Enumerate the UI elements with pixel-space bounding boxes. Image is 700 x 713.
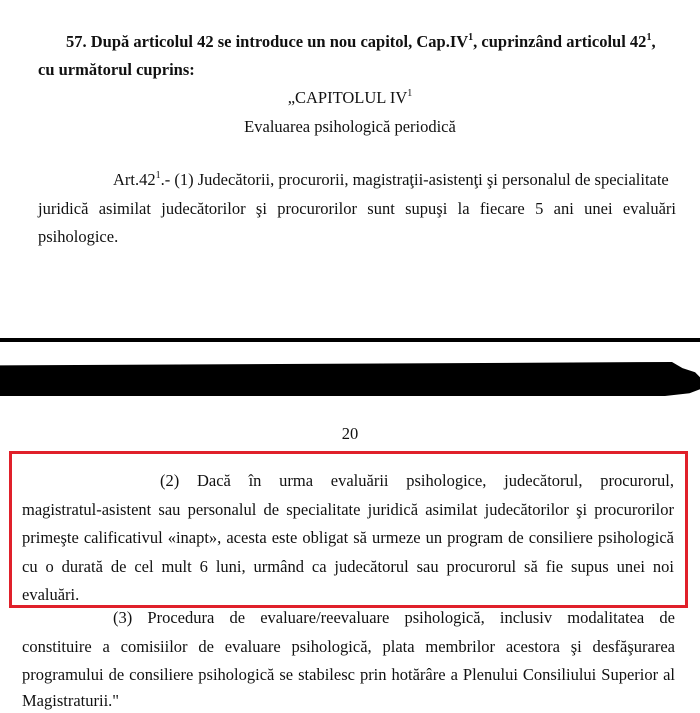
superscript-2: 1 xyxy=(646,32,652,43)
chapter-superscript: 1 xyxy=(407,88,413,99)
paragraph2-line1 xyxy=(160,471,674,491)
page-number: 20 xyxy=(341,424,359,443)
superscript-1: 1 xyxy=(468,32,474,43)
amendment-heading-line1 xyxy=(66,32,680,52)
upper-page xyxy=(0,0,700,338)
page-separator xyxy=(0,338,700,342)
paragraph3-line1: (3) Procedura de evaluare/reevaluare psihologică, inclusiv modalitatea de xyxy=(113,608,675,627)
amendment-text-a: 57. După articolul 42 se introduce un nou capitol, Cap.IV xyxy=(66,32,469,51)
redaction-bar xyxy=(0,362,700,396)
paragraph2-line5: evaluări. xyxy=(22,585,80,604)
chapter-title-text: „CAPITOLUL IV xyxy=(287,88,408,107)
amendment-text-b: , cuprinzând articolul 42 xyxy=(473,32,647,51)
article-line1 xyxy=(113,170,669,190)
paragraph2-line3: primeşte calificativul «inapt», acesta este obligat să urmeze un program de consiliere psihologică xyxy=(22,528,674,547)
article-superscript: 1 xyxy=(155,170,161,181)
chapter-title xyxy=(0,88,700,108)
paragraph3-line3: programului de consiliere psihologică se stabilesc prin hotărâre a Plenului Consiliului Superior al xyxy=(22,665,675,684)
paragraph2-line2: magistratul-asistent sau personalul de specialitate juridică asimilat judecătorilor şi procurorilor xyxy=(22,500,674,519)
chapter-subtitle: Evaluarea psihologică periodică xyxy=(244,117,456,136)
amendment-text-c: , xyxy=(651,32,656,51)
paragraph3-line4: Magistraturii." xyxy=(22,691,120,710)
paragraph2-line1-text: (2) Dacă în urma evaluării psihologice, judecătorul, procurorul, xyxy=(160,471,674,490)
article-line3: psihologice. xyxy=(38,227,119,246)
paragraph2-line4: cu o durată de cel mult 6 luni, urmând ca judecătorul sau procurorul să fie supus unei noi xyxy=(22,557,674,576)
article-label: Art.42 xyxy=(113,170,156,189)
article-line1-text: .- (1) Judecătorii, procurorii, magistraţii-asistenţi şi personalul de specialitate xyxy=(160,170,669,189)
article-line2: juridică asimilat judecătorilor şi procurorilor sunt supuşi la fiecare 5 ani unei evaluări xyxy=(38,199,676,218)
amendment-heading-line2: cu următorul cuprins: xyxy=(38,60,195,79)
paragraph3-line2: constituire a comisiilor de evaluare psihologică, plata membrilor acestora şi desfăşurarea xyxy=(22,637,675,656)
